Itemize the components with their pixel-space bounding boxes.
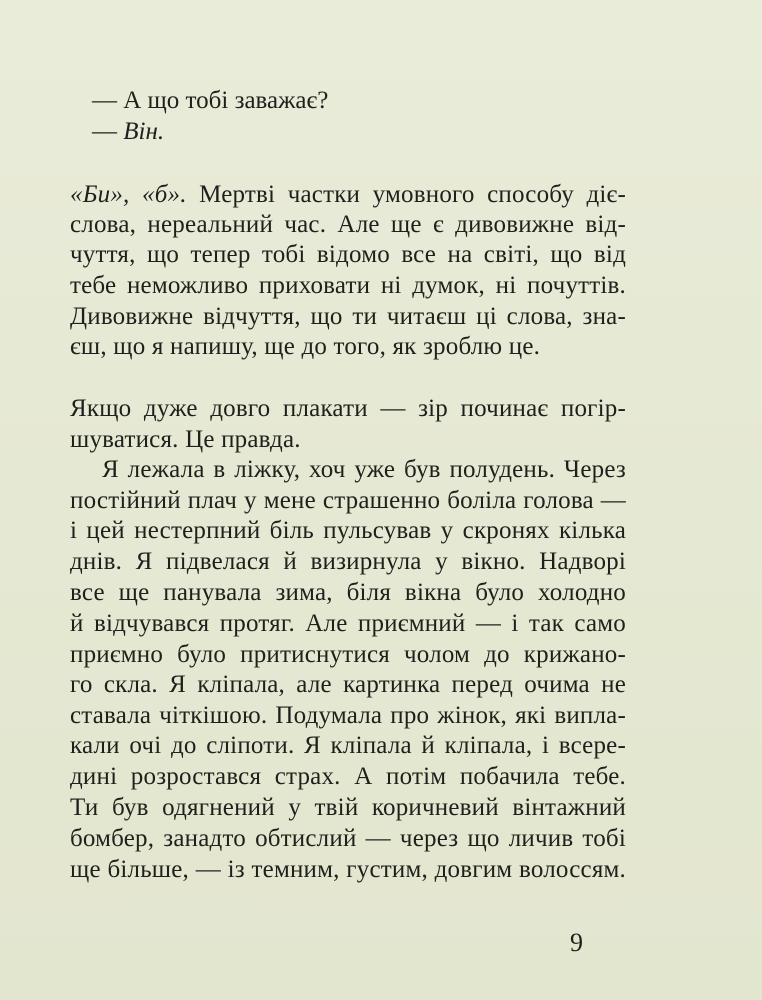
text-line: слова, нереальний час. Але ще є дивовижне від-	[70, 211, 626, 238]
text-line	[70, 180, 626, 210]
text-line: дині розростався страх. А потім побачила тебе.	[70, 763, 626, 790]
text-line: приємно було притиснутися чолом до крижано-	[70, 641, 626, 668]
text-line: кали очі до сліпоти. Я кліпала й кліпала, і всере-	[70, 732, 626, 759]
text-line: Дивовижне відчуття, що ти читаєш ці слова, зна-	[70, 303, 626, 330]
text-line: єш, що я напишу, ще до того, як зроблю це.	[70, 333, 541, 360]
text-line: Якщо дуже довго плакати — зір починає погір-	[70, 395, 626, 422]
text-line: Ти був одягнений у твій коричневий вінтажний	[70, 794, 626, 821]
text-line: чуття, що тепер тобі відомо все на світі, що від	[70, 241, 626, 268]
text-line: днів. Я підвелася й визирнула у вікно. Надворі	[70, 548, 626, 575]
text-line: тебе неможливо приховати ні думок, ні почуттів.	[70, 272, 626, 299]
dialog-line	[92, 117, 164, 147]
dialog-italic-word: Він.	[123, 118, 165, 145]
text-line: все ще панувала зима, біля вікна було холодно	[70, 579, 626, 606]
text-span: Мертві частки умовного способу діє-	[186, 181, 626, 208]
text-line: го скла. Я кліпала, але картинка перед очима не	[70, 671, 626, 698]
text-line: ставала чіткішою. Подумала про жінок, які випла-	[70, 702, 626, 729]
text-line: бомбер, занадто обтислий — через що личив тобі	[70, 825, 626, 852]
text-line: постійний плач у мене страшенно боліла голова —	[70, 487, 626, 514]
text-line: ще більше, — із темним, густим, довгим волоссям.	[70, 856, 626, 883]
text-line: і цей нестерпний біль пульсував у скронях кілька	[70, 517, 626, 544]
text-line: Я лежала в ліжку, хоч уже був полудень. Через	[102, 456, 626, 483]
dialog-dash: —	[92, 118, 124, 145]
text-line: шуватися. Це правда.	[70, 426, 301, 453]
page-number: 9	[570, 928, 583, 957]
dialog-line: — А що тобі заважає?	[92, 87, 329, 114]
text-line: й відчувався протяг. Але приємний — і так само	[70, 610, 626, 637]
italic-particles: «Би», «б».	[70, 181, 187, 208]
